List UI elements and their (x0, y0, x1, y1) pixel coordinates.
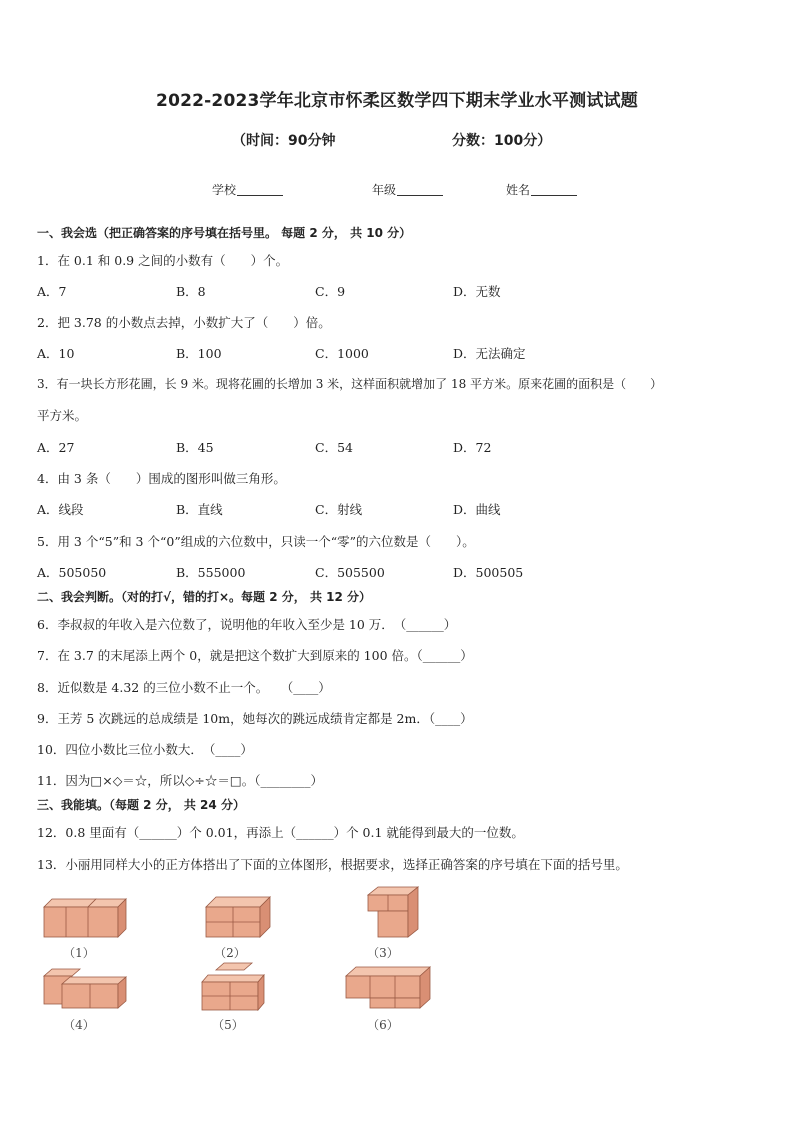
figure-2-label: （2） (214, 946, 246, 960)
q5-option-b: B．555000 (176, 565, 246, 580)
figure-5-label: （5） (212, 1018, 244, 1032)
cube-figure-2 (200, 893, 280, 941)
grade-field (372, 181, 443, 198)
q1-option-a: A．7 (37, 284, 67, 299)
name-label: 姓名 (506, 183, 531, 197)
name-field (506, 181, 577, 198)
school-label: 学校 (212, 183, 237, 197)
question-4: 4．由 3 条（ ）围成的图形叫做三角形。 (37, 471, 286, 486)
q4-option-a: A．线段 (37, 502, 84, 517)
page-title: 2022-2023学年北京市怀柔区数学四下期末学业水平测试试题 (156, 91, 638, 111)
q4-option-d: D．曲线 (453, 502, 501, 517)
grade-label: 年级 (372, 183, 397, 197)
q2-option-d: D．无法确定 (453, 346, 526, 361)
cube-figure-5 (198, 960, 268, 1014)
question-3: 3．有一块长方形花圃，长 9 米。现将花圃的长增加 3 米，这样面积就增加了 18 平方米。原来花圃的面积是（ ） (37, 377, 663, 391)
cube-figure-6 (340, 962, 436, 1012)
section-3-heading: 三、我能填。（每题 2 分， 共 24 分） (37, 798, 245, 812)
exam-score: 分数：100分） (452, 133, 552, 149)
question-6: 6．李叔叔的年收入是六位数了，说明他的年收入至少是 10 万． （______） (37, 617, 457, 632)
q3-option-b: B．45 (176, 440, 214, 455)
q2-option-c: C．1000 (315, 346, 369, 361)
q4-option-b: B．直线 (176, 502, 223, 517)
q5-option-a: A．505050 (37, 565, 107, 580)
question-11: 11．因为□×◇＝☆，所以◇÷☆＝□。（________） (37, 773, 323, 788)
q5-option-c: C．505500 (315, 565, 385, 580)
figure-1-label: （1） (63, 946, 95, 960)
q3-option-d: D．72 (453, 440, 492, 455)
question-10: 10．四位小数比三位小数大． （____） (37, 742, 253, 757)
grade-blank (397, 183, 443, 196)
q3-option-a: A．27 (37, 440, 75, 455)
question-2: 2．把 3.78 的小数点去掉，小数扩大了（ ）倍。 (37, 315, 331, 330)
q1-option-b: B．8 (176, 284, 206, 299)
name-blank (531, 183, 577, 196)
question-5: 5．用 3 个“5”和 3 个“0”组成的六位数中，只读一个“零”的六位数是（ ）。 (37, 534, 475, 549)
section-1-heading: 一、我会选（把正确答案的序号填在括号里。 每题 2 分， 共 10 分） (37, 226, 412, 240)
question-9: 9．王芳 5 次跳远的总成绩是 10m，她每次的跳远成绩肯定都是 2m．（____） (37, 711, 473, 726)
q2-option-a: A．10 (37, 346, 75, 361)
cube-figure-1 (40, 893, 130, 941)
exam-time: （时间：90分钟 (232, 133, 336, 149)
q4-option-c: C．射线 (315, 502, 363, 517)
school-blank (237, 183, 283, 196)
cube-figure-3 (358, 885, 428, 941)
question-13: 13．小丽用同样大小的正方体搭出了下面的立体图形，根据要求，选择正确答案的序号填在下面的括号里。 (37, 857, 628, 872)
q3-option-c: C．54 (315, 440, 353, 455)
question-7: 7．在 3.7 的末尾添上两个 0，就是把这个数扩大到原来的 100 倍。（______） (37, 648, 473, 663)
q1-option-d: D．无数 (453, 284, 501, 299)
question-12: 12．0.8 里面有（______）个 0.01，再添上（______）个 0.1 就能得到最大的一位数。 (37, 825, 524, 840)
q2-option-b: B．100 (176, 346, 222, 361)
section-2-heading: 二、我会判断。（对的打√，错的打×。每题 2 分， 共 12 分） (37, 590, 371, 604)
figure-4-label: （4） (63, 1018, 95, 1032)
question-8: 8．近似数是 4.32 的三位小数不止一个。 （____） (37, 680, 331, 695)
q5-option-d: D．500505 (453, 565, 524, 580)
figure-3-label: （3） (367, 946, 399, 960)
q1-option-c: C．9 (315, 284, 346, 299)
figure-6-label: （6） (367, 1018, 399, 1032)
cube-figure-4 (40, 966, 130, 1012)
question-1: 1．在 0.1 和 0.9 之间的小数有（ ）个。 (37, 253, 289, 268)
question-3-cont: 平方米。 (37, 408, 88, 423)
school-field (212, 181, 283, 198)
